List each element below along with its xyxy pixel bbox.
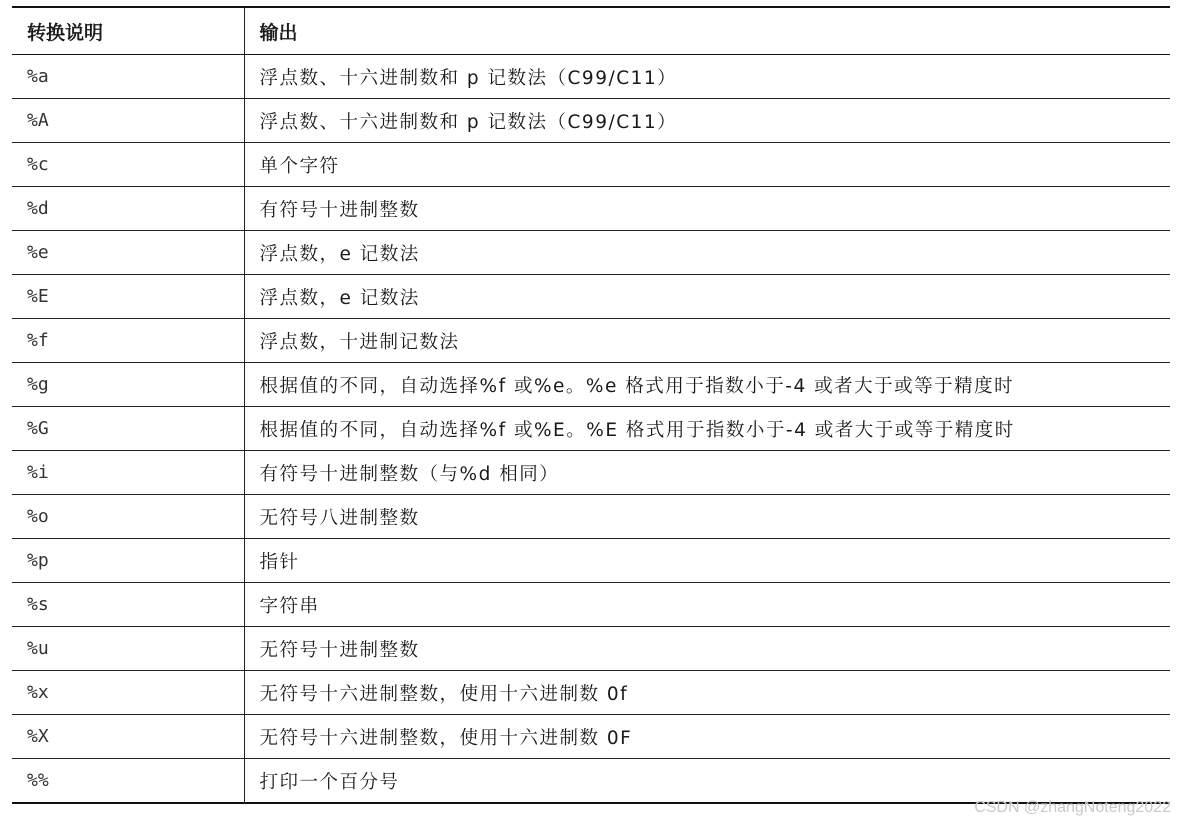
output-description-cell: 根据值的不同，自动选择%f 或%E。%E 格式用于指数小于-4 或者大于或等于精度时	[244, 407, 1170, 451]
conversion-spec-cell: %X	[12, 715, 244, 759]
table-row	[12, 55, 1170, 99]
conversion-spec-cell: %g	[12, 363, 244, 407]
conversion-spec-cell: %A	[12, 99, 244, 143]
output-description-cell: 无符号十六进制整数，使用十六进制数 0f	[244, 671, 1170, 715]
output-description-cell: 浮点数，e 记数法	[244, 231, 1170, 275]
table-row	[12, 715, 1170, 759]
table-row	[12, 759, 1170, 804]
conversion-spec-cell: %%	[12, 759, 244, 804]
conversion-spec-cell: %u	[12, 627, 244, 671]
table-row	[12, 451, 1170, 495]
conversion-spec-cell: %d	[12, 187, 244, 231]
conversion-spec-cell: %o	[12, 495, 244, 539]
output-description-cell: 单个字符	[244, 143, 1170, 187]
table-row	[12, 143, 1170, 187]
output-description-cell: 字符串	[244, 583, 1170, 627]
conversion-spec-cell: %x	[12, 671, 244, 715]
table-row	[12, 319, 1170, 363]
conversion-spec-cell: %c	[12, 143, 244, 187]
conversion-spec-cell: %a	[12, 55, 244, 99]
conversion-spec-cell: %i	[12, 451, 244, 495]
conversion-spec-cell: %f	[12, 319, 244, 363]
output-description-cell: 浮点数、十六进制数和 p 记数法（C99/C11）	[244, 99, 1170, 143]
table-row	[12, 539, 1170, 583]
table-row	[12, 363, 1170, 407]
table-row	[12, 187, 1170, 231]
output-description-cell: 浮点数，e 记数法	[244, 275, 1170, 319]
conversion-spec-cell: %s	[12, 583, 244, 627]
table-row	[12, 495, 1170, 539]
output-description-cell: 无符号八进制整数	[244, 495, 1170, 539]
watermark: CSDN @zhangNoteng2022	[974, 799, 1171, 816]
conversion-spec-cell: %p	[12, 539, 244, 583]
conversion-spec-cell: %e	[12, 231, 244, 275]
header-output: 输出	[244, 7, 1170, 55]
table-header-row	[12, 7, 1170, 55]
conversion-spec-table	[12, 6, 1170, 804]
conversion-spec-cell: %G	[12, 407, 244, 451]
table-row	[12, 627, 1170, 671]
table-row	[12, 583, 1170, 627]
output-description-cell: 无符号十进制整数	[244, 627, 1170, 671]
output-description-cell: 无符号十六进制整数，使用十六进制数 0F	[244, 715, 1170, 759]
output-description-cell: 打印一个百分号	[244, 759, 1170, 804]
output-description-cell: 有符号十进制整数	[244, 187, 1170, 231]
output-description-cell: 有符号十进制整数（与%d 相同）	[244, 451, 1170, 495]
table-row	[12, 671, 1170, 715]
output-description-cell: 浮点数、十六进制数和 p 记数法（C99/C11）	[244, 55, 1170, 99]
table-row	[12, 99, 1170, 143]
header-spec: 转换说明	[12, 7, 244, 55]
conversion-spec-cell: %E	[12, 275, 244, 319]
table-row	[12, 231, 1170, 275]
output-description-cell: 浮点数，十进制记数法	[244, 319, 1170, 363]
table-row	[12, 407, 1170, 451]
output-description-cell: 根据值的不同，自动选择%f 或%e。%e 格式用于指数小于-4 或者大于或等于精度时	[244, 363, 1170, 407]
table-row	[12, 275, 1170, 319]
output-description-cell: 指针	[244, 539, 1170, 583]
